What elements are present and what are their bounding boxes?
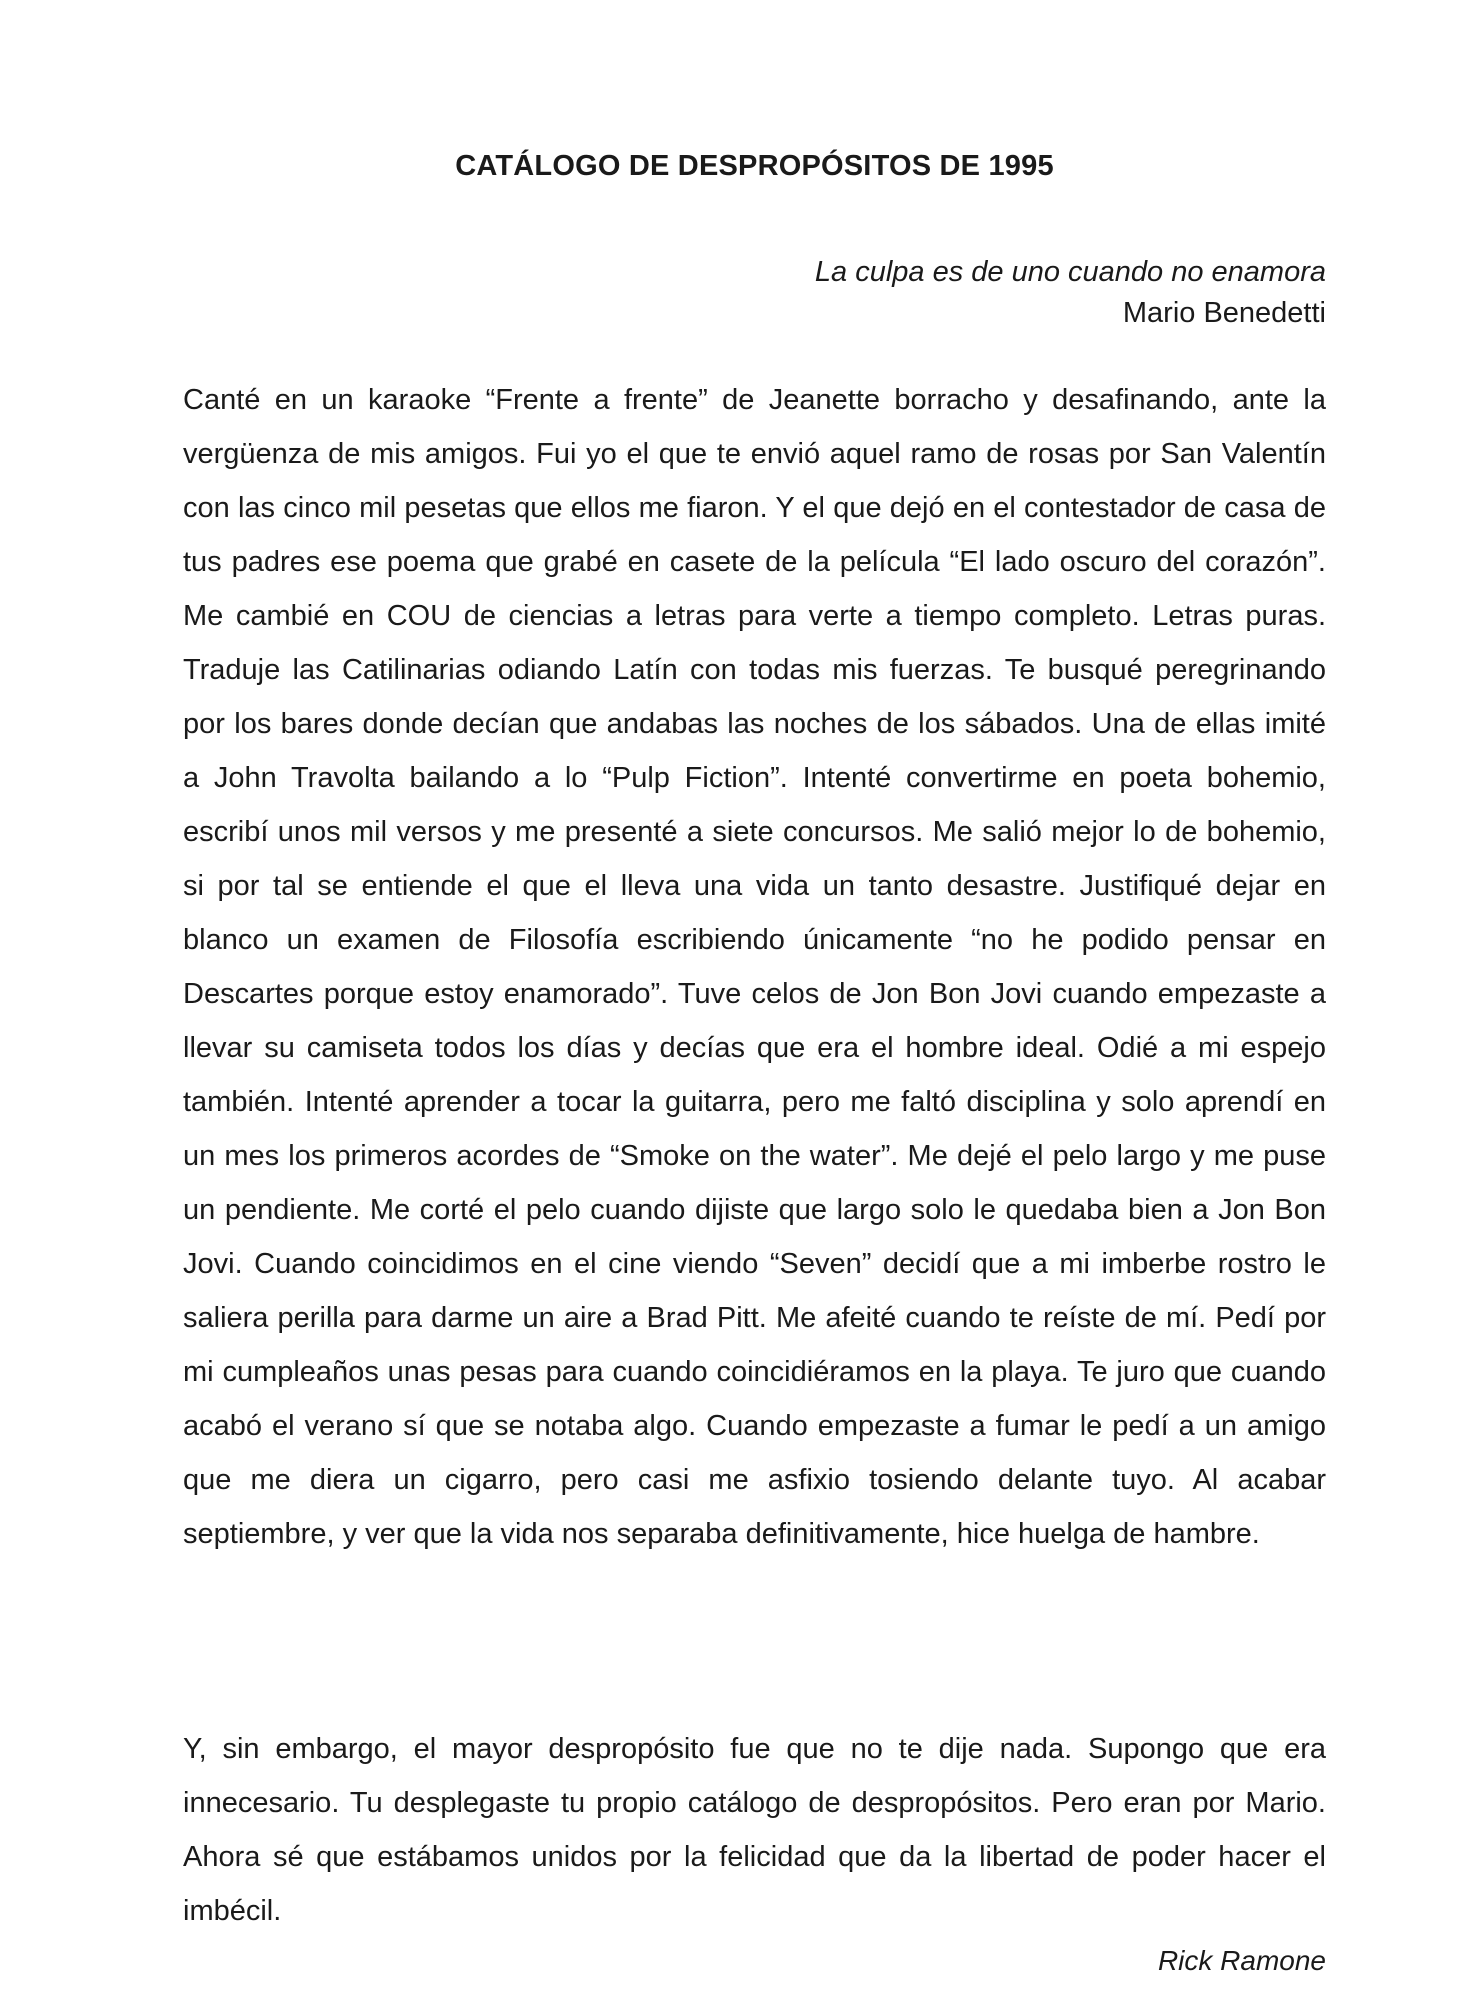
epigraph-quote: La culpa es de uno cuando no enamora [814, 256, 1326, 288]
document-title: CATÁLOGO DE DESPROPÓSITOS DE 1995 [455, 150, 1054, 182]
epigraph-author: Mario Benedetti [1122, 297, 1326, 329]
document-page [183, 0, 1326, 2000]
body-paragraph-1: Canté en un karaoke “Frente a frente” de Jeanette borracho y desafinando, ante la vergüenza de mis amigos. Fui yo el que te envió aquel ramo de rosas por San Valentín con las cinco mil pesetas que ellos me fiaron. Y el que dejó en el contestador de casa de tus padres ese poema que grabé en casete de la película “El lado oscuro del corazón”. Me cambié en COU de ciencias a letras para verte a tiempo completo. Letras puras. Traduje las Catilinarias odiando Latín con todas mis fuerzas. Te busqué peregrinando por los bares donde decían que andabas las noches de los sábados. Una de ellas imité a John Travolta bailando a lo “Pulp Fiction”. Intenté convertirme en poeta bohemio, escribí unos mil versos y me presenté a siete concursos. Me salió mejor lo de bohemio, si por tal se entiende el que el lleva una vida un tanto desastre. Justifiqué dejar en blanco un examen de Filosofía escribiendo únicamente “no he podido pensar en Descartes porque estoy enamorado”. Tuve celos de Jon Bon Jovi cuando empezaste a llevar su camiseta todos los días y decías que era el hombre ideal. Odié a mi espejo también. Intenté aprender a tocar la guitarra, pero me faltó disciplina y solo aprendí en un mes los primeros acordes de “Smoke on the water”. Me dejé el pelo largo y me puse un pendiente. Me corté el pelo cuando dijiste que largo solo le quedaba bien a Jon Bon Jovi. Cuando coincidimos en el cine viendo “Seven” decidí que a mi imberbe rostro le saliera perilla para darme un aire a Brad Pitt. Me afeité cuando te reíste de mí. Pedí por mi cumpleaños unas pesas para cuando coincidiéramos en la playa. Te juro que cuando acabó el verano sí que se notaba algo. Cuando empezaste a fumar le pedí a un amigo que me diera un cigarro, pero casi me asfixio tosiendo delante tuyo. Al acabar septiembre, y ver que la vida nos separaba definitivamente, hice huelga de hambre. [183, 384, 1326, 1550]
epigraph [815, 252, 1326, 334]
signature: Rick Ramone [1157, 1945, 1326, 1976]
body-paragraph-2: Y, sin embargo, el mayor despropósito fue que no te dije nada. Supongo que era innecesario. Tu desplegaste tu propio catálogo de despropósitos. Pero eran por Mario. Ahora sé que estábamos unidos por la felicidad que da la libertad de poder hacer el imbécil. [183, 1733, 1326, 1927]
